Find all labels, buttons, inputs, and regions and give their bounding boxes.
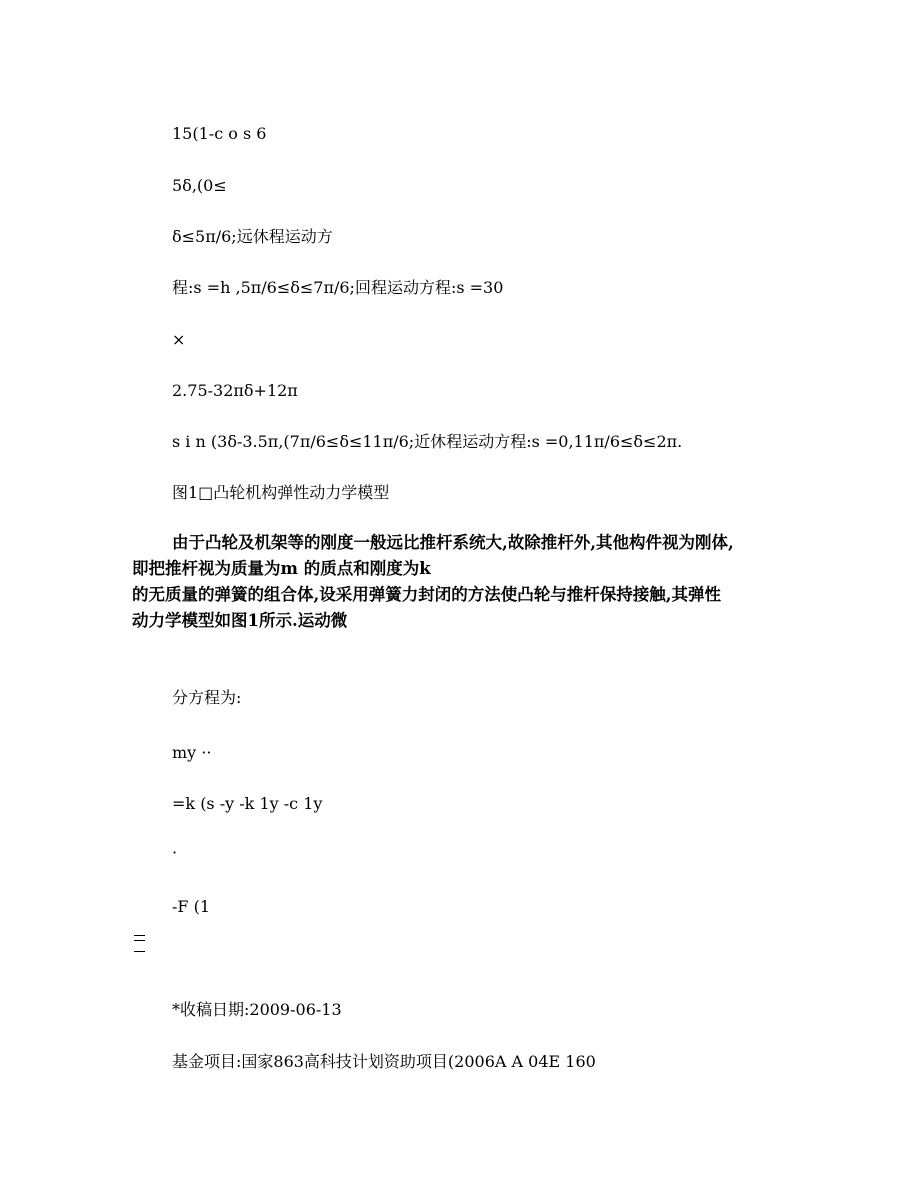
formula-line-5: ×: [172, 330, 186, 349]
formula-line-3: δ≤5π/6;远休程运动方: [172, 227, 333, 246]
body-paragraph: [132, 530, 782, 634]
formula-line-4: 程:s =h ,5π/6≤δ≤7π/6;回程运动方程:s =30: [172, 278, 504, 297]
equation-line-3: ·: [172, 843, 178, 862]
received-date: *收稿日期:2009-06-13: [172, 1000, 342, 1019]
paragraph-line-4: 动力学模型如图1所示.运动微: [132, 611, 348, 630]
formula-line-6: 2.75-32πδ+12π: [172, 381, 298, 400]
equation-line-4: -F (1: [172, 897, 211, 916]
figure-caption: 图1□凸轮机构弹性动力学模型: [172, 483, 390, 502]
paragraph-line-3: 的无质量的弹簧的组合体,设采用弹簧力封闭的方法使凸轮与推杆保持接触,其弹性: [132, 585, 721, 604]
paragraph-line-2: 即把推杆视为质量为m 的质点和刚度为k: [132, 559, 431, 578]
equals-mark: [134, 931, 146, 959]
equation-intro: 分方程为:: [172, 688, 242, 707]
paragraph-line-1: 由于凸轮及机架等的刚度一般远比推杆系统大,故除推杆外,其他构件视为刚体,: [172, 533, 734, 552]
formula-line-1: 15(1-c o s 6: [172, 124, 267, 143]
formula-line-7: s i n (3δ-3.5π,(7π/6≤δ≤11π/6;近休程运动方程:s =0,11π/6≤δ≤2π.: [172, 432, 683, 451]
fund-note: 基金项目:国家863高科技计划资助项目(2006A A 04E 160: [172, 1052, 596, 1071]
equation-line-2: =k (s -y -k 1y -c 1y: [172, 794, 323, 813]
equation-line-1: my ··: [172, 743, 212, 762]
formula-line-2: 5δ,(0≤: [172, 176, 227, 195]
